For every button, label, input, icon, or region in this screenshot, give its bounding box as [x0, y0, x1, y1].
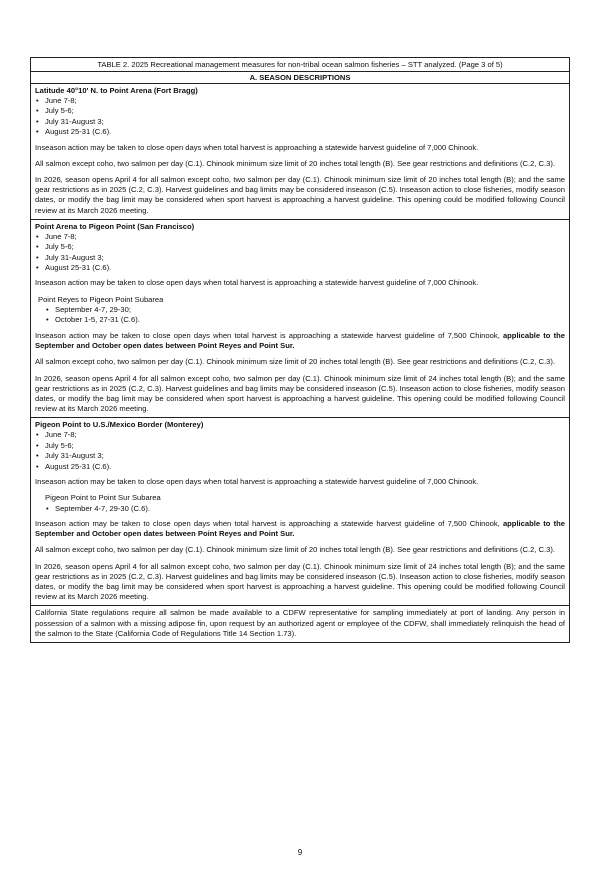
inseason-text: Inseason action may be taken to close open days when total harvest is approaching a statewide harvest guideline of 7,000 Chinook.	[35, 142, 479, 152]
subarea-inseason-text	[35, 331, 565, 351]
regulations-footnote: California State regulations require all salmon be made available to a CDFW representative for sampling immediately at port of landing. Any person in possession of a salmon with a missing adipose fin, upon request by an authorized agent or employee of the CDFW, shall immediately relinquish the head of the salmon to the State (California Code of Regulations Title 14 Section 1.73).	[31, 605, 569, 642]
list-item: • June 7-8;	[35, 430, 565, 440]
subarea-inseason-emphasis: applicable to the September and October open dates between Point Reyes and Point Sur.	[35, 518, 566, 539]
area-title: Point Arena to Pigeon Point (San Francisco)	[35, 221, 195, 231]
subarea-inseason-emphasis: applicable to the September and October open dates between Point Reyes and Point Sur.	[35, 330, 566, 351]
bag-limit-text: All salmon except coho, two salmon per day (C.1). Chinook minimum size limit of 20 inches total length (B). See gear restrictions and definitions (C.2, C.3).	[35, 158, 555, 168]
subarea-inseason-lead: Inseason action may be taken to close open days when total harvest is approaching a statewide harvest guideline of 7,500 Chinook,	[35, 330, 503, 340]
list-item: • September 4-7, 29-30 (C.6).	[35, 504, 565, 514]
next-year-text: In 2026, season opens April 4 for all salmon except coho, two salmon per day (C.1). Chinook minimum size limit of 20 inches total length (B); and the same gear restrictions as in 2025 (C.2, C.3). Harvest guidelines and bag limits may be considered inseason (C.5). Inseason action to close fisheries, modify season dates, or modify the bag limit may be considered when sport harvest is approaching a harvest guideline. This opening could be modified following Council review at its March 2026 meeting.	[35, 175, 565, 215]
subarea-title: Point Reyes to Pigeon Point Subarea	[38, 294, 164, 304]
inseason-text: Inseason action may be taken to close open days when total harvest is approaching a statewide harvest guideline of 7,000 Chinook.	[35, 278, 479, 288]
list-item: • June 7-8;	[35, 232, 565, 242]
list-item: • July 31-August 3;	[35, 117, 565, 127]
subarea-title: Pigeon Point to Point Sur Subarea	[45, 493, 161, 503]
list-item: • August 25-31 (C.6).	[35, 127, 565, 137]
area-monterey	[31, 417, 569, 605]
list-item: • July 31-August 3;	[35, 451, 565, 461]
list-item: • July 31-August 3;	[35, 253, 565, 263]
list-item: • August 25-31 (C.6).	[35, 462, 565, 472]
list-item: • August 25-31 (C.6).	[35, 263, 565, 273]
subarea-inseason-text	[35, 519, 565, 539]
next-year-text: In 2026, season opens April 4 for all salmon except coho, two salmon per day (C.1). Chinook minimum size limit of 24 inches total length (B); and the same gear restrictions as in 2025 (C.2, C.3). Harvest guidelines and bag limits may be considered inseason (C.5). Inseason action to close fisheries, modify season dates, or modify the bag limit may be considered when sport harvest is approaching a harvest guideline. This opening could be modified following Council review at its March 2026 meeting.	[35, 561, 565, 602]
area-fort-bragg	[31, 83, 569, 219]
area-title: Pigeon Point to U.S./Mexico Border (Monterey)	[35, 420, 204, 430]
open-dates-list	[35, 232, 565, 274]
area-title: Latitude 40°10' N. to Point Arena (Fort Bragg)	[35, 86, 198, 95]
list-item: • July 5-6;	[35, 106, 565, 116]
list-item: • October 1-5, 27-31 (C.6).	[35, 315, 565, 325]
list-item: • September 4-7, 29-30;	[35, 305, 565, 315]
area-san-francisco	[31, 219, 569, 417]
list-item: • June 7-8;	[35, 96, 565, 106]
bag-limit-text: All salmon except coho, two salmon per day (C.1). Chinook minimum size limit of 20 inches total length (B). See gear restrictions and definitions (C.2, C.3).	[35, 357, 555, 367]
subarea-dates-list	[35, 305, 565, 326]
season-table	[30, 57, 570, 643]
subarea-dates-list	[35, 504, 565, 514]
section-title: A. SEASON DESCRIPTIONS	[31, 71, 569, 83]
inseason-text: Inseason action may be taken to close open days when total harvest is approaching a statewide harvest guideline of 7,000 Chinook.	[35, 476, 479, 486]
open-dates-list	[35, 96, 565, 138]
subarea-inseason-lead: Inseason action may be taken to close open days when total harvest is approaching a statewide harvest guideline of 7,500 Chinook,	[35, 518, 503, 528]
page-number: 9	[297, 848, 303, 857]
list-item: • July 5-6;	[35, 441, 565, 451]
bag-limit-text: All salmon except coho, two salmon per day (C.1). Chinook minimum size limit of 20 inches total length (B). See gear restrictions and definitions (C.2, C.3).	[35, 545, 555, 555]
next-year-text: In 2026, season opens April 4 for all salmon except coho, two salmon per day (C.1). Chinook minimum size limit of 24 inches total length (B); and the same gear restrictions as in 2025 (C.2, C.3). Harvest guidelines and bag limits may be considered inseason (C.5). Inseason action to close fisheries, modify season dates, or modify the bag limit may be considered when sport harvest is approaching a harvest guideline. This opening could be modified following Council review at its March 2026 meeting.	[35, 373, 565, 414]
open-dates-list	[35, 430, 565, 472]
list-item: • July 5-6;	[35, 242, 565, 252]
table-caption: TABLE 2. 2025 Recreational management measures for non-tribal ocean salmon fisheries – STT analyzed. (Page 3 of 5)	[97, 60, 503, 69]
